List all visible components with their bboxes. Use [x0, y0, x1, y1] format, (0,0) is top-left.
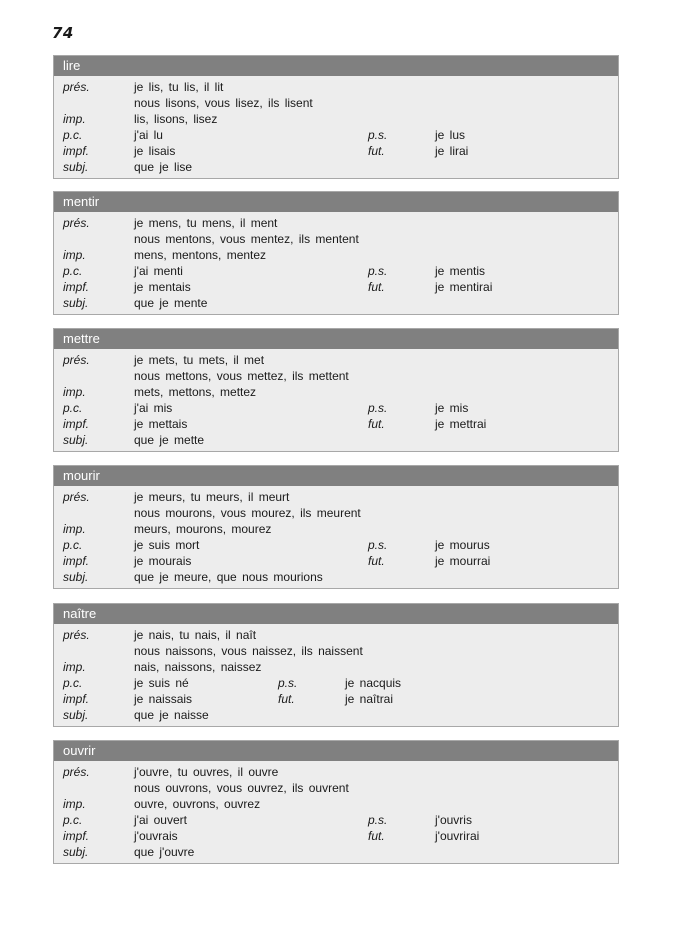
imperfect: je mentais — [134, 280, 191, 294]
label-imp: imp. — [63, 112, 86, 126]
label-pc: p.c. — [63, 401, 83, 415]
label-pres: prés. — [63, 80, 90, 94]
future: je mourrai — [435, 554, 491, 568]
label-ps: p.s. — [368, 264, 388, 278]
label-fut: fut. — [368, 829, 385, 843]
passe-simple: je mourus — [435, 538, 490, 552]
present-plural: nous ouvrons, vous ouvrez, ils ouvrent — [134, 781, 349, 795]
label-pc: p.c. — [63, 813, 83, 827]
label-fut: fut. — [368, 144, 385, 158]
subjunctive: que je lise — [134, 160, 193, 174]
label-fut: fut. — [368, 417, 385, 431]
label-ps: p.s. — [368, 538, 388, 552]
present-plural: nous mentons, vous mentez, ils mentent — [134, 232, 359, 246]
label-fut: fut. — [278, 692, 295, 706]
label-imp: imp. — [63, 248, 86, 262]
label-subj: subj. — [63, 845, 89, 859]
label-impf: impf. — [63, 417, 90, 431]
future: je naîtrai — [345, 692, 394, 706]
verb-title: mentir — [54, 192, 618, 212]
label-imp: imp. — [63, 660, 86, 674]
verb-table-mourir — [53, 465, 619, 589]
label-subj: subj. — [63, 708, 89, 722]
present-singular: je meurs, tu meurs, il meurt — [134, 490, 290, 504]
imperative: meurs, mourons, mourez — [134, 522, 272, 536]
passe-simple: je mentis — [435, 264, 486, 278]
verb-table-lire — [53, 55, 619, 179]
label-pc: p.c. — [63, 538, 83, 552]
subjunctive: que je naisse — [134, 708, 209, 722]
present-plural: nous mourons, vous mourez, ils meurent — [134, 506, 361, 520]
future: je mentirai — [435, 280, 493, 294]
label-impf: impf. — [63, 829, 90, 843]
label-fut: fut. — [368, 554, 385, 568]
label-impf: impf. — [63, 144, 90, 158]
label-ps: p.s. — [368, 401, 388, 415]
imperfect: je naissais — [134, 692, 193, 706]
imperative: lis, lisons, lisez — [134, 112, 218, 126]
passe-simple: j'ouvris — [435, 813, 472, 827]
passe-compose: je suis mort — [134, 538, 200, 552]
verb-table-mentir — [53, 191, 619, 315]
present-singular: je nais, tu nais, il naît — [134, 628, 257, 642]
verb-title: mettre — [54, 329, 618, 349]
label-pres: prés. — [63, 216, 90, 230]
label-pres: prés. — [63, 490, 90, 504]
label-pres: prés. — [63, 765, 90, 779]
label-ps: p.s. — [368, 128, 388, 142]
imperative: ouvre, ouvrons, ouvrez — [134, 797, 261, 811]
verb-table-mettre — [53, 328, 619, 452]
passe-simple: je nacquis — [345, 676, 402, 690]
imperfect: je mettais — [134, 417, 188, 431]
present-plural: nous lisons, vous lisez, ils lisent — [134, 96, 313, 110]
subjunctive: que je mette — [134, 433, 205, 447]
page-number: 74 — [52, 24, 74, 42]
label-impf: impf. — [63, 692, 90, 706]
imperfect: je mourais — [134, 554, 192, 568]
subjunctive: que j'ouvre — [134, 845, 195, 859]
verb-title: naître — [54, 604, 618, 624]
passe-compose: j'ai menti — [134, 264, 183, 278]
label-imp: imp. — [63, 797, 86, 811]
label-ps: p.s. — [368, 813, 388, 827]
label-pc: p.c. — [63, 128, 83, 142]
label-pres: prés. — [63, 628, 90, 642]
passe-compose: j'ai ouvert — [134, 813, 187, 827]
verb-title: lire — [54, 56, 618, 76]
imperfect: je lisais — [134, 144, 176, 158]
passe-simple: je mis — [435, 401, 469, 415]
verb-table-naitre — [53, 603, 619, 727]
verb-title: mourir — [54, 466, 618, 486]
present-singular: je lis, tu lis, il lit — [134, 80, 224, 94]
imperfect: j'ouvrais — [134, 829, 178, 843]
future: j'ouvrirai — [435, 829, 480, 843]
future: je mettrai — [435, 417, 487, 431]
future: je lirai — [435, 144, 469, 158]
label-imp: imp. — [63, 522, 86, 536]
subjunctive: que je meure, que nous mourions — [134, 570, 323, 584]
label-impf: impf. — [63, 554, 90, 568]
present-singular: j'ouvre, tu ouvres, il ouvre — [134, 765, 279, 779]
passe-compose: j'ai lu — [134, 128, 163, 142]
verb-title: ouvrir — [54, 741, 618, 761]
imperative: nais, naissons, naissez — [134, 660, 262, 674]
passe-simple: je lus — [435, 128, 466, 142]
passe-compose: je suis né — [134, 676, 189, 690]
present-singular: je mens, tu mens, il ment — [134, 216, 278, 230]
label-subj: subj. — [63, 433, 89, 447]
verb-table-ouvrir — [53, 740, 619, 864]
subjunctive: que je mente — [134, 296, 208, 310]
label-pc: p.c. — [63, 264, 83, 278]
present-plural: nous mettons, vous mettez, ils mettent — [134, 369, 349, 383]
label-ps: p.s. — [278, 676, 298, 690]
label-subj: subj. — [63, 160, 89, 174]
label-pres: prés. — [63, 353, 90, 367]
label-fut: fut. — [368, 280, 385, 294]
label-imp: imp. — [63, 385, 86, 399]
present-singular: je mets, tu mets, il met — [134, 353, 265, 367]
label-pc: p.c. — [63, 676, 83, 690]
imperative: mets, mettons, mettez — [134, 385, 257, 399]
label-subj: subj. — [63, 296, 89, 310]
present-plural: nous naissons, vous naissez, ils naissent — [134, 644, 363, 658]
label-impf: impf. — [63, 280, 90, 294]
label-subj: subj. — [63, 570, 89, 584]
passe-compose: j'ai mis — [134, 401, 173, 415]
imperative: mens, mentons, mentez — [134, 248, 267, 262]
